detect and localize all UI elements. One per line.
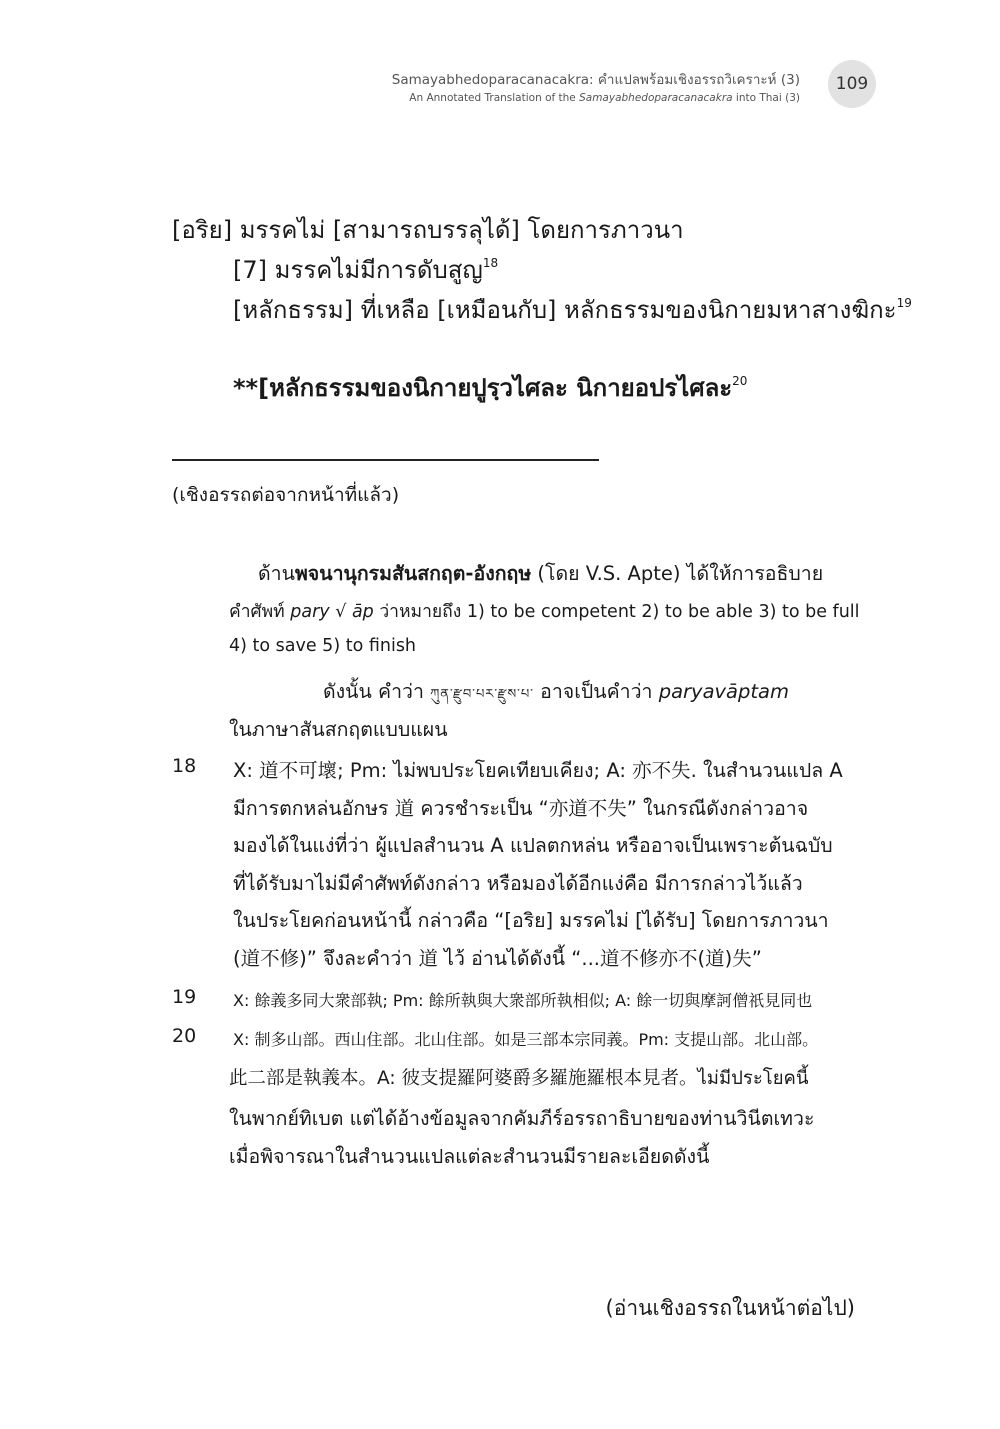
footnote-18-line: ที่ได้รับมาไม่มีคำศัพท์ดังกล่าว หรือมองได้อีกแง่คือ มีการกล่าวไว้แล้ว [233, 872, 803, 895]
footnote-18-line: มีการตกหล่นอักษร 道 ควรชำระเป็น “亦道不失” ในกรณีดังกล่าวอาจ [233, 797, 809, 820]
footnote-18-line: (道不修)” จึงละคำว่า 道 ไว้ อ่านได้ดังนี้ “...道不修亦不(道)失” [233, 947, 762, 970]
footnote-number: 20 [172, 1025, 197, 1047]
footnote-20-line: 此二部是執義本。A: 彼支提羅阿婆爵多羅施羅根本見者。ไม่มีประโยคนี้ [229, 1068, 809, 1089]
running-header-subtitle: An Annotated Translation of the Samayabhedoparacanacakra into Thai (3) [409, 92, 800, 104]
running-header-title: Samayabhedoparacanacakra: คำแปลพร้อมเชิงอรรถวิเคราะห์ (3) [391, 72, 800, 88]
main-heading: **[หลักธรรมของนิกายปูรฺวไศละ นิกายอปรไศละ$^{20}$ [233, 374, 748, 402]
footnote-continued-label: (เชิงอรรถต่อจากหน้าที่แล้ว) [172, 484, 400, 506]
main-line-1: [อริย] มรรคไม่ [สามารถบรรลุได้] โดยการภาวนา [172, 216, 684, 244]
footnote-ref-20: 20 [732, 374, 748, 388]
continued-line-5: ในภาษาสันสกฤตแบบแผน [229, 718, 448, 741]
footnote-ref-18: 18 [482, 256, 499, 270]
footnote-ref-19: 19 [896, 296, 912, 310]
footnote-number: 19 [172, 986, 197, 1008]
footnote-18-line: ในประโยคก่อนหน้านี้ กล่าวคือ “[อริย] มรรคไม่ [ได้รับ] โดยการภาวนา [233, 909, 829, 932]
continued-line-4: ดังนั้น คำว่า ཀུན་རྫུབ་པར་རྫུས་པ་ อาจเป็นคำว่า paryavāptam [323, 680, 789, 703]
main-line-3: [หลักธรรม] ที่เหลือ [เหมือนกับ] หลักธรรมของนิกายมหาสางฆิกะ$^{19}$ [233, 296, 912, 324]
footnote-number: 18 [172, 755, 197, 777]
footnote-20-line: X: 制多山部。西山住部。北山住部。如是三部本宗同義。Pm: 支提山部。北山部。 [233, 1030, 819, 1049]
footnote-20-line: เมื่อพิจารณาในสำนวนแปลแต่ละสำนวนมีรายละเอียดดังนี้ [229, 1145, 710, 1168]
footnote-18-line: มองได้ในแง่ที่ว่า ผู้แปลสำนวน A แปลตกหล่น หรืออาจเป็นเพราะต้นฉบับ [233, 834, 833, 857]
continued-line-3: 4) to save 5) to finish [229, 636, 417, 656]
footnote-19-line: X: 餘義多同大衆部執; Pm: 餘所執與大衆部所執相似; A: 餘一切與摩訶僧祇見同也 [233, 991, 813, 1010]
footnote-18-line: X: 道不可壞; Pm: ไม่พบประโยคเทียบเคียง; A: 亦不失. ในสำนวนแปล A [233, 759, 843, 782]
continued-line-2: คำศัพท์ pary √ āp ว่าหมายถึง 1) to be competent 2) to be able 3) to be full [229, 602, 860, 622]
running-header [392, 70, 800, 106]
tibetan-term: ཀུན་རྫུབ་པར་རྫུས་པ་ [430, 687, 534, 702]
page-number-badge: 109 [828, 60, 876, 108]
footnote-20-line: ในพากย์ทิเบต แต่ได้อ้างข้อมูลจากคัมภีร์อรรถาธิบายของท่านวินีตเทวะ [229, 1107, 815, 1130]
main-line-2: [7] มรรคไม่มีการดับสูญ$^{18}$ [233, 256, 499, 284]
continued-line-1: ด้านพจนานุกรมสันสกฤต-อังกฤษ (โดย V.S. Apte) ได้ให้การอธิบาย [258, 562, 824, 585]
continued-next-page-note: (อ่านเชิงอรรถในหน้าต่อไป) [605, 1296, 855, 1320]
footnote-separator [172, 459, 599, 461]
